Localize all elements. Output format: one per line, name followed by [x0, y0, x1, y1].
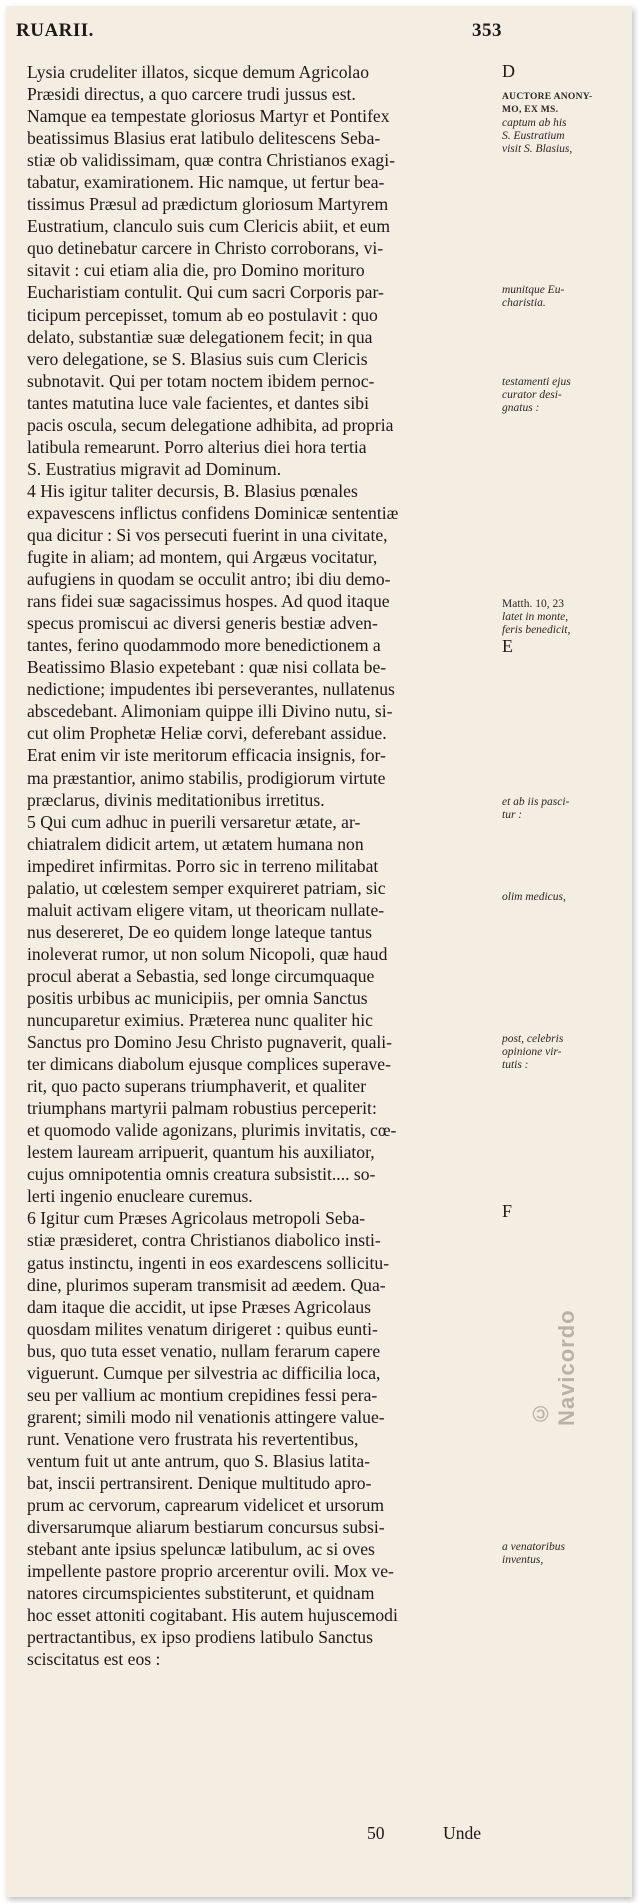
text-line: chiatralem didicit artem, ut ætatem humana non: [27, 833, 364, 854]
text-line: bus, quo tuta esset venatio, nullam ferarum capere: [27, 1340, 381, 1361]
text-line: nus desereret, De eo quidem longe lateque tantus: [27, 921, 372, 942]
margin-note-post: post, celebris opinione vir- tutis :: [502, 1033, 564, 1071]
text-line: stebant ante ipsius speluncæ latibulum, ac si oves: [27, 1539, 375, 1560]
text-line: Eucharistiam contulit. Qui cum sacri Corporis par-: [27, 282, 384, 303]
main-text-column: [27, 61, 497, 1670]
running-head: RUARII.: [16, 20, 94, 41]
text-line: ticipum percepisset, tomum ab eo postulavit : quo: [27, 304, 378, 325]
text-line: et quomodo valide agonizans, plurimis invitatis, cœ-: [27, 1120, 397, 1141]
text-line: triumphans martyrii palmam robustius perceperit:: [27, 1098, 377, 1119]
margin-note-venatoribus: a venatoribus inventus,: [502, 1541, 565, 1566]
text-line: stiæ præsideret, contra Christianos diabolico insti-: [27, 1230, 381, 1251]
text-line: latibula remearunt. Porro alterius diei hora tertia: [27, 436, 367, 457]
text-line: lestem lauream arripuerit, quantum his auxiliator,: [27, 1142, 375, 1163]
text-line: tabatur, examirationem. Hic namque, ut fertur bea-: [27, 172, 385, 193]
text-line: subnotavit. Qui per totam noctem ibidem pernoc-: [27, 370, 375, 391]
text-line: fugite in aliam; ad montem, qui Argæus vocitatur,: [27, 547, 378, 568]
text-line: rans fidei suæ sagacissimus hospes. Ad quod itaque: [27, 591, 390, 612]
text-line: gatus instinctu, ingenti in eos exardescens sollicitu-: [27, 1252, 390, 1273]
text-line: viguerunt. Cumque per silvestria ac difficilia loca,: [27, 1362, 381, 1383]
text-line: procul aberat a Sebastia, sed longe circumquaque: [27, 965, 375, 986]
text-line: Lysia crudeliter illatos, sicque demum Agricolao: [27, 62, 370, 82]
text-line: ma præstantior, animo stabilis, prodigiorum virtute: [27, 767, 386, 788]
text-line: expavescens inflictus confidens Dominicæ sententiæ: [27, 502, 399, 523]
text-line: natores circumspicientes substiterunt, et quidnam: [27, 1583, 375, 1604]
text-line: præclarus, divinis meditationibus irretitus.: [27, 789, 325, 810]
margin-letter-e: E: [502, 636, 513, 656]
text-line: cujus omnipotentia omnis creatura subsistit.... so-: [27, 1164, 376, 1185]
text-line: sitavit : cui etiam alia die, pro Domino morituro: [27, 260, 365, 281]
margin-note-pascitur: et ab iis pasci- tur :: [502, 796, 570, 821]
text-line: sciscitatus est eos :: [27, 1649, 161, 1670]
text-line: tissimus Præsul ad prædictum gloriosum Martyrem: [27, 194, 389, 215]
margin-note-medicus: olim medicus,: [502, 891, 566, 903]
text-line: Erat enim vir iste meritorum efficacia insignis, for-: [27, 745, 386, 766]
text-line: nedictione; impudentes ibi perseverantes, nullatenus: [27, 679, 395, 700]
text-line: 6 Igitur cum Præses Agricolaus metropoli Seba-: [27, 1208, 366, 1229]
text-line: positis urbibus ac municipiis, per omnia Sanctus: [27, 987, 368, 1008]
margin-letter-d: D: [502, 61, 515, 81]
text-line: 5 Qui cum adhuc in puerili versaretur ætate, ar-: [27, 811, 361, 832]
text-line: Eustratium, clanculo suis cum Clericis abiit, et eum: [27, 216, 391, 237]
text-line: prum ac cervorum, caprearum videlicet et ursorum: [27, 1495, 385, 1516]
margin-note-testamenti: testamenti ejus curator desi- gnatus :: [502, 376, 571, 414]
text-line: vero delegatione, se S. Blasius suis cum Clericis: [27, 348, 368, 369]
text-line: Namque ea tempestate gloriosus Martyr et Pontifex: [27, 106, 390, 127]
text-line: tantes, ferino quodammodo more benedictionem a: [27, 635, 381, 656]
text-line: quosdam milites venatum dirigeret : quibus eunti-: [27, 1318, 378, 1339]
text-line: rit, quo pacto superans triumphaverit, et qualiter: [27, 1076, 367, 1097]
text-line: nuncuparetur eximius. Præterea nunc qualiter hic: [27, 1010, 373, 1031]
text-line: impediret infirmitas. Porro sic in terreno militabat: [27, 855, 379, 876]
text-line: beatissimus Blasius erat latibulo delitescens Seba-: [27, 128, 381, 149]
text-line: dine, plurimos superam transmisit ad æedem. Qua-: [27, 1274, 386, 1295]
text-line: ter dimicans diabolum ejusque complices superave-: [27, 1054, 391, 1075]
signature-mark: 50: [367, 1823, 385, 1843]
text-line: pacis oscula, secum delegatione adhibita, ad propria: [27, 414, 394, 435]
text-line: runt. Venatione vero frustrata his revertentibus,: [27, 1428, 359, 1449]
text-line: ventum fuit ut ante antrum, quo S. Blasius latita-: [27, 1450, 371, 1471]
text-line: palatio, ut cœlestem semper exquireret patriam, sic: [27, 877, 386, 898]
margin-letter-f: F: [502, 1201, 513, 1221]
text-line: qua dicitur : Si vos persecuti fuerint in una civitate,: [27, 524, 388, 545]
text-line: Præsidi directus, a quo carcere trudi jussus est.: [27, 84, 356, 105]
text-line: Beatissimo Blasio expetebant : quæ nisi collata be-: [27, 657, 387, 678]
text-line: impellente pastore proprio arcerentur ovili. Mox ve-: [27, 1561, 394, 1582]
text-line: dam itaque die accidit, ut ipse Præses Agricolaus: [27, 1296, 371, 1317]
text-line: maluit activam eligere vitam, ut theoricam nullate-: [27, 899, 385, 920]
text-line: aufugiens in quodam se occulit antro; ibi diu demo-: [27, 569, 391, 590]
catchword: Unde: [443, 1823, 482, 1843]
margin-notes: [502, 61, 630, 1861]
text-line: inoleverat rumor, ut non solum Nicopoli, quæ haud: [27, 943, 388, 964]
text-line: S. Eustratius migravit ad Dominum.: [27, 458, 282, 479]
text-line: bat, inscii pertransirent. Denique multitudo apro-: [27, 1473, 372, 1493]
text-line: abscedebant. Alimoniam quippe illi Divino nutu, si-: [27, 701, 393, 722]
text-line: grarent; simili modo nil venationis attingere value-: [27, 1406, 385, 1427]
text-line: delato, substantiæ suæ delegationem fecit; in qua: [27, 326, 373, 347]
text-line: pertractantibus, ex ipso prodiens latibulo Sanctus: [27, 1627, 373, 1648]
text-line: Sanctus pro Domino Jesu Christo pugnaverit, quali-: [27, 1032, 393, 1053]
book-page: [6, 6, 632, 1897]
text-line: diversarumque aliarum bestiarum concursus subsi-: [27, 1517, 385, 1538]
margin-note-captum: captum ab his S. Eustratium visit S. Blasius,: [502, 117, 573, 155]
margin-note-munitque: munitque Eu- charistia.: [502, 284, 565, 309]
page-footer: [6, 1823, 632, 1847]
margin-note-matth: Matth. 10, 23 latet in monte, feris benedicit,: [502, 598, 571, 636]
text-line: cut olim Prophetæ Heliæ corvi, deferebant assidue.: [27, 723, 387, 744]
text-line: lerti ingenio enucleare curemus.: [27, 1186, 253, 1207]
text-line: quo detinebatur carcere in Christo corroborans, vi-: [27, 238, 384, 259]
margin-note-auctore: AUCTORE ANONY- MO, EX MS.: [502, 92, 593, 115]
text-line: tantes matutina luce vale facientes, et dantes sibi: [27, 392, 369, 413]
text-line: specus promiscui ac diversi generis bestiæ adven-: [27, 613, 378, 634]
text-line: hoc esset attoniti cogitabant. His autem hujuscemodi: [27, 1605, 398, 1626]
page-number: 353: [472, 20, 502, 41]
copyright-watermark: © Navicordo: [528, 1309, 579, 1426]
text-line: stiæ ob validissimam, quæ contra Christianos exagi-: [27, 150, 395, 171]
running-header: [16, 20, 622, 46]
text-line: 4 His igitur taliter decursis, B. Blasius pœnales: [27, 480, 358, 501]
text-line: seu per vallium ac montium crepidines fessi pera-: [27, 1384, 378, 1405]
